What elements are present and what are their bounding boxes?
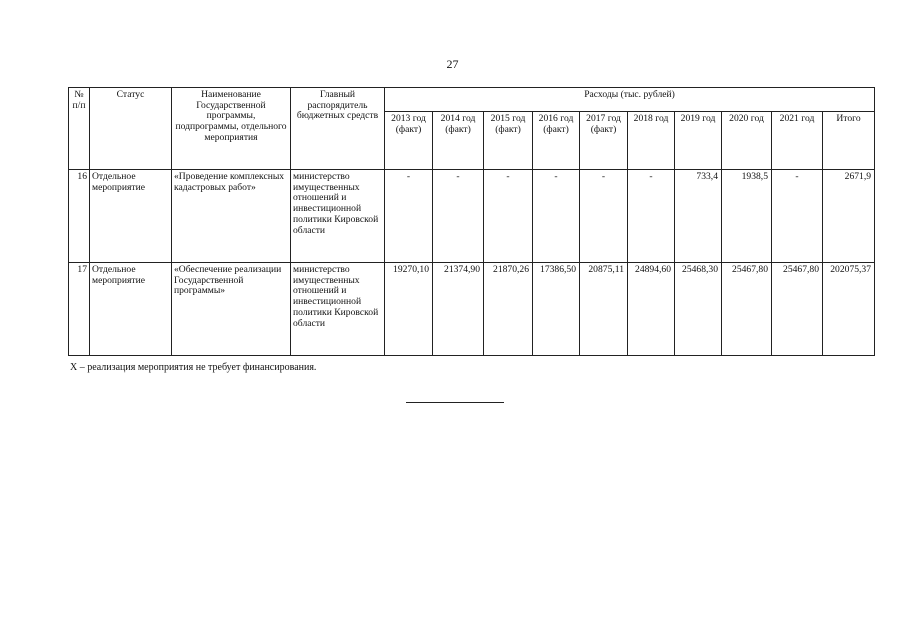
row-value-2020: 1938,5: [722, 170, 772, 263]
row-value-2014: -: [433, 170, 484, 263]
row-value-2019: 25468,30: [675, 263, 722, 356]
header-year-2018: 2018 год: [628, 112, 675, 170]
row-value-2018: -: [628, 170, 675, 263]
row-value-2017: -: [580, 170, 628, 263]
footnote: Х – реализация мероприятия не требует финансирования.: [70, 362, 317, 373]
row-name: «Обеспечение реализации Государственной программы»: [172, 263, 291, 356]
header-num: № п/п: [69, 88, 90, 170]
row-value-2015: -: [484, 170, 533, 263]
header-name: Наименование Государственной программы, подпрограммы, отдельного мероприятия: [172, 88, 291, 170]
budget-table: [68, 87, 875, 356]
row-value-2013: 19270,10: [385, 263, 433, 356]
header-year-2014: 2014 год (факт): [433, 112, 484, 170]
header-year-2013: 2013 год (факт): [385, 112, 433, 170]
header-year-2015: 2015 год (факт): [484, 112, 533, 170]
row-value-2019: 733,4: [675, 170, 722, 263]
row-value-2021: -: [772, 170, 823, 263]
row-value-2016: -: [533, 170, 580, 263]
row-name: «Проведение комплексных кадастровых работ»: [172, 170, 291, 263]
page-number: 27: [446, 57, 459, 71]
end-divider: [406, 402, 504, 403]
header-year-2019: 2019 год: [675, 112, 722, 170]
row-value-2016: 17386,50: [533, 263, 580, 356]
row-value-total: 202075,37: [823, 263, 875, 356]
row-manager: министерство имущественных отношений и инвестиционной политики Кировской области: [291, 263, 385, 356]
row-value-2018: 24894,60: [628, 263, 675, 356]
row-status: Отдельное мероприятие: [90, 170, 172, 263]
header-manager: Главный распорядитель бюджетных средств: [291, 88, 385, 170]
row-value-2013: -: [385, 170, 433, 263]
header-year-2021: 2021 год: [772, 112, 823, 170]
header-row: [69, 88, 875, 112]
header-year-2017: 2017 год (факт): [580, 112, 628, 170]
header-year-2016: 2016 год (факт): [533, 112, 580, 170]
row-manager: министерство имущественных отношений и инвестиционной политики Кировской области: [291, 170, 385, 263]
row-value-2015: 21870,26: [484, 263, 533, 356]
row-value-2021: 25467,80: [772, 263, 823, 356]
row-value-2014: 21374,90: [433, 263, 484, 356]
row-value-total: 2671,9: [823, 170, 875, 263]
header-year-2020: 2020 год: [722, 112, 772, 170]
row-num: 17: [69, 263, 90, 356]
header-status: Статус: [90, 88, 172, 170]
table-row: [69, 170, 875, 263]
row-status: Отдельное мероприятие: [90, 263, 172, 356]
row-value-2020: 25467,80: [722, 263, 772, 356]
table-row: [69, 263, 875, 356]
header-total: Итого: [823, 112, 875, 170]
row-value-2017: 20875,11: [580, 263, 628, 356]
row-num: 16: [69, 170, 90, 263]
header-expenses: Расходы (тыс. рублей): [385, 88, 875, 112]
